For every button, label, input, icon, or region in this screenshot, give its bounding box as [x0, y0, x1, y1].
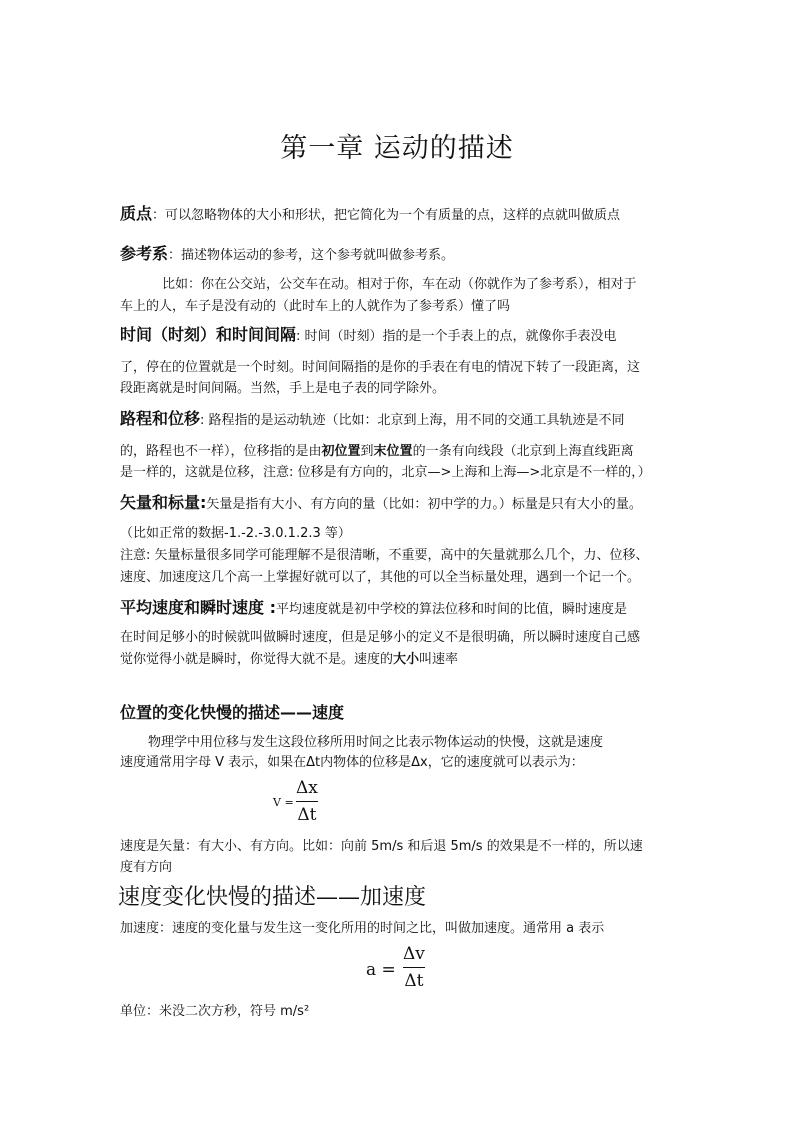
lucheng-line2-part2: 到	[360, 444, 374, 459]
shiliang-line2: （比如正常的数据-1.-2.-3.0.1.2.3 等）	[120, 526, 351, 541]
cankaoxi-label: 参考系	[120, 244, 169, 263]
pingjun-line3	[120, 649, 458, 671]
sudu-line1: 物理学中用位移与发生这段位移所用时间之比表示物体运动的快慢，这就是速度	[148, 735, 604, 750]
shijian-line3: 段距离就是时间间隔。当然，手上是电子表的同学除外。	[120, 381, 446, 396]
shijian-paragraph	[120, 324, 617, 348]
shijian-line1: : 时间（时刻）指的是一个手表上的点，就像你手表没电	[296, 329, 617, 344]
lucheng-paragraph	[120, 408, 625, 432]
velocity-denominator: Δt	[297, 805, 317, 825]
shiliang-line4: 速度、加速度这几个高一上掌握好就可以了，其他的可以全当标量处理，遇到一个记一个。	[120, 570, 641, 585]
shiliang-paragraph	[120, 492, 642, 516]
jiasudu-heading: 速度变化快慢的描述——加速度	[118, 885, 427, 910]
lucheng-line1: : 路程指的是运动轨迹（比如：北京到上海，用不同的交通工具轨迹是不同	[200, 413, 625, 428]
jiasudu-line1: 加速度：速度的变化量与发生这一变化所用的时间之比，叫做加速度。通常用 a 表示	[120, 921, 605, 936]
zhidian-paragraph	[120, 203, 620, 227]
zhidian-label: 质点	[120, 204, 153, 223]
sudu-line2: 速度通常用字母 V 表示，如果在Δt内物体的位移是Δx，它的速度就可以表示为：	[120, 755, 584, 770]
shijian-label: 时间（时刻）和时间间隔	[120, 325, 297, 344]
magnitude-term: 大小	[393, 652, 420, 667]
pingjun-line2: 在时间足够小的时候就叫做瞬时速度，但是足够小的定义不是很明确，所以瞬时速度自己感	[120, 630, 641, 645]
cankaoxi-text: ：描述物体运动的参考，这个参考就叫做参考系。	[168, 248, 455, 263]
jiasudu-unit: 单位：米没二次方秒，符号 m/s²	[120, 1004, 310, 1019]
lucheng-line2	[120, 441, 634, 463]
pingjun-line1: 平均速度就是初中学校的算法位移和时间的比值，瞬时速度是	[275, 602, 627, 617]
cankaoxi-example-line1: 比如：你在公交站，公交车在动。相对于你，车在动（你就作为了参考系），相对于	[162, 277, 637, 292]
chapter-title: 第一章 运动的描述	[280, 133, 514, 164]
shiliang-line3: 注意: 矢量标量很多同学可能理解不是很清晰，不重要，高中的矢量就那么几个，力、位移、	[120, 548, 649, 563]
velocity-lhs: V =	[273, 796, 294, 809]
sudu-line4: 度有方向	[120, 860, 173, 875]
final-position-term: 末位置	[373, 444, 413, 459]
shiliang-line1: 矢量是指有大小、有方向的量（比如：初中学的力。）标量是只有大小的量。	[206, 497, 642, 512]
acceleration-lhs: a =	[366, 960, 396, 980]
sudu-line3: 速度是矢量：有大小、有方向。比如：向前 5m/s 和后退 5m/s 的效果是不一样的，所以速	[120, 839, 643, 854]
pingjun-paragraph	[120, 597, 627, 621]
sudu-heading: 位置的变化快慢的描述——速度	[120, 703, 345, 722]
lucheng-line2-part3: 的一条有向线段（北京到上海直线距离	[412, 444, 634, 459]
velocity-formula	[296, 778, 318, 825]
initial-position-term: 初位置	[321, 444, 361, 459]
acceleration-numerator: Δv	[403, 944, 425, 964]
shijian-line2: 了，停在的位置就是一个时刻。时间间隔指的是你的手表在有电的情况下转了一段距离，这	[120, 360, 641, 375]
pingjun-line3-part1: 觉你觉得小就是瞬时，你觉得大就不是。速度的	[120, 652, 394, 667]
pingjun-line3-part2: 叫速率	[419, 652, 459, 667]
acceleration-formula	[403, 944, 425, 991]
acceleration-denominator: Δt	[404, 971, 424, 991]
zhidian-text: ：可以忽略物体的大小和形状，把它简化为一个有质量的点，这样的点就叫做质点	[152, 208, 621, 223]
fraction-bar	[403, 967, 425, 968]
lucheng-line2-part1: 的，路程也不一样），位移指的是由	[120, 444, 322, 459]
pingjun-label: 平均速度和瞬时速度 :	[120, 598, 276, 617]
lucheng-label: 路程和位移	[120, 409, 201, 428]
lucheng-line3: 是一样的，这就是位移，注意: 位移是有方向的，北京—>上海和上海—>北京是不一样的，）	[120, 465, 651, 480]
cankaoxi-example-line2: 车上的人，车子是没有动的（此时车上的人就作为了参考系）懂了吗	[120, 299, 511, 314]
cankaoxi-paragraph	[120, 243, 454, 267]
fraction-bar	[296, 801, 318, 802]
velocity-numerator: Δx	[296, 778, 318, 798]
shiliang-label: 矢量和标量:	[120, 493, 207, 512]
